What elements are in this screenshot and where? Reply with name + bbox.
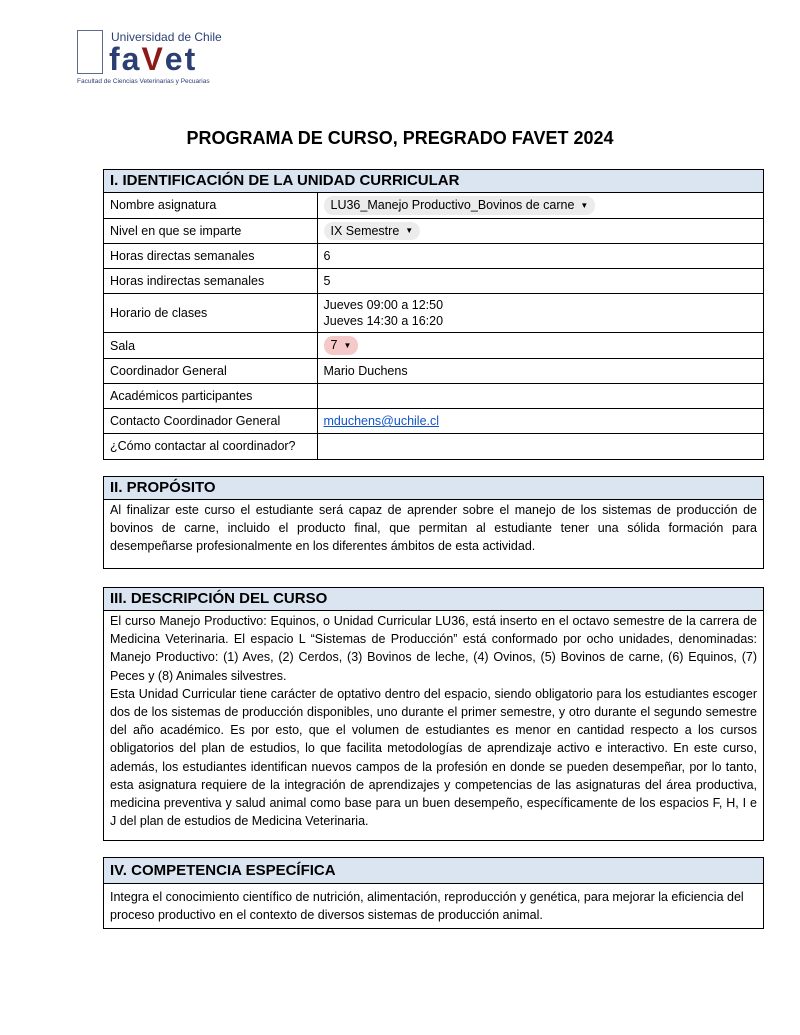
caret-down-icon: ▼	[405, 226, 414, 236]
table-row: Académicos participantes	[104, 384, 763, 409]
level-dropdown[interactable]: IX Semestre ▼	[324, 222, 421, 241]
logo-subtitle: Facultad de Ciencias Veterinarias y Pecuarias	[77, 78, 210, 85]
table-row: Nombre asignatura LU36_Manejo Productivo_Bovinos de carne ▼	[104, 193, 763, 218]
section-heading: II. PROPÓSITO	[104, 477, 763, 500]
page-title: PROGRAMA DE CURSO, PREGRADO FAVET 2024	[186, 128, 614, 148]
section-descripcion	[103, 587, 764, 841]
section-identificacion	[103, 169, 764, 460]
room-dropdown[interactable]: 7 ▼	[324, 336, 359, 355]
logo-university: Universidad de Chile	[111, 30, 222, 44]
course-name-dropdown[interactable]: LU36_Manejo Productivo_Bovinos de carne ▼	[324, 196, 596, 215]
competency-text: Integra el conocimiento científico de nutrición, alimentación, reproducción y genética, para mejorar la eficiencia del proceso productivo en el contexto de diversos sistemas de producción animal.	[110, 890, 744, 923]
coordinator-email-link[interactable]: mduchens@uchile.cl	[323, 414, 440, 429]
section-competencia	[103, 857, 764, 929]
table-row: Horario de clases Jueves 09:00 a 12:50 Jueves 14:30 a 16:20	[104, 294, 763, 333]
table-row: Coordinador General Mario Duchens	[104, 359, 763, 384]
section-heading: III. DESCRIPCIÓN DEL CURSO	[104, 588, 763, 611]
identification-table	[104, 193, 763, 459]
section-heading: IV. COMPETENCIA ESPECÍFICA	[104, 858, 763, 884]
description-paragraph: Esta Unidad Curricular tiene carácter de optativo dentro del espacio, siendo obligatorio para los estudiantes escoger dos de los sistemas de producción disponibles, uno durante el primer semestre, y otro durante el segundo semestre del año académico. Es por esto, que el volumen de estudiantes es menor en cantidad respecto a los cursos obligatorios del plan de estudios, lo que facilita metodologías de aprendizaje activo e interactivo. En este curso, además, los estudiantes identifican nuevos campos de la profesión en donde se pueden desempeñar, por lo tanto, esta asignatura requiere de la integración de aprendizajes y competencias de las asignaturas del área productiva, medicina preventiva y salud animal como base para un buen desempeño, específicamente de los espacios F, H, I e J del plan de estudios de Medicina Veterinaria.	[110, 686, 757, 829]
caret-down-icon: ▼	[343, 341, 352, 351]
university-emblem-icon	[77, 30, 103, 74]
section-proposito	[103, 476, 764, 569]
caret-down-icon: ▼	[580, 200, 589, 210]
table-row: ¿Cómo contactar al coordinador?	[104, 434, 763, 459]
favet-logo	[75, 28, 225, 88]
description-paragraph: El curso Manejo Productivo: Equinos, o Unidad Curricular LU36, está inserto en el octavo semestre de la carrera de Medicina Veterinaria. El espacio L “Sistemas de Producción” está conformado por ocho unidades, denominadas: Manejo Productivo: (1) Aves, (2) Cerdos, (3) Bovinos de leche, (4) Ovinos, (5) Bovinos de carne, (6) Equinos, (7) Peces y (8) Animales silvestres.	[110, 614, 757, 683]
purpose-text: Al finalizar este curso el estudiante será capaz de aprender sobre el manejo de los sistemas de producción de bovinos de carne, incluido el producto final, que permitan al estudiante tener una sólida formación para desempeñarse profesionalmente en los diferentes ámbitos de esta actividad.	[110, 503, 757, 554]
logo-brand: faVet	[109, 41, 198, 77]
table-row: Horas indirectas semanales 5	[104, 269, 763, 294]
table-row: Sala 7 ▼	[104, 333, 763, 359]
table-row: Nivel en que se imparte IX Semestre ▼	[104, 218, 763, 244]
section-heading: I. IDENTIFICACIÓN DE LA UNIDAD CURRICULAR	[104, 170, 763, 193]
table-row: Contacto Coordinador General mduchens@uchile.cl	[104, 409, 763, 434]
table-row: Horas directas semanales 6	[104, 244, 763, 269]
